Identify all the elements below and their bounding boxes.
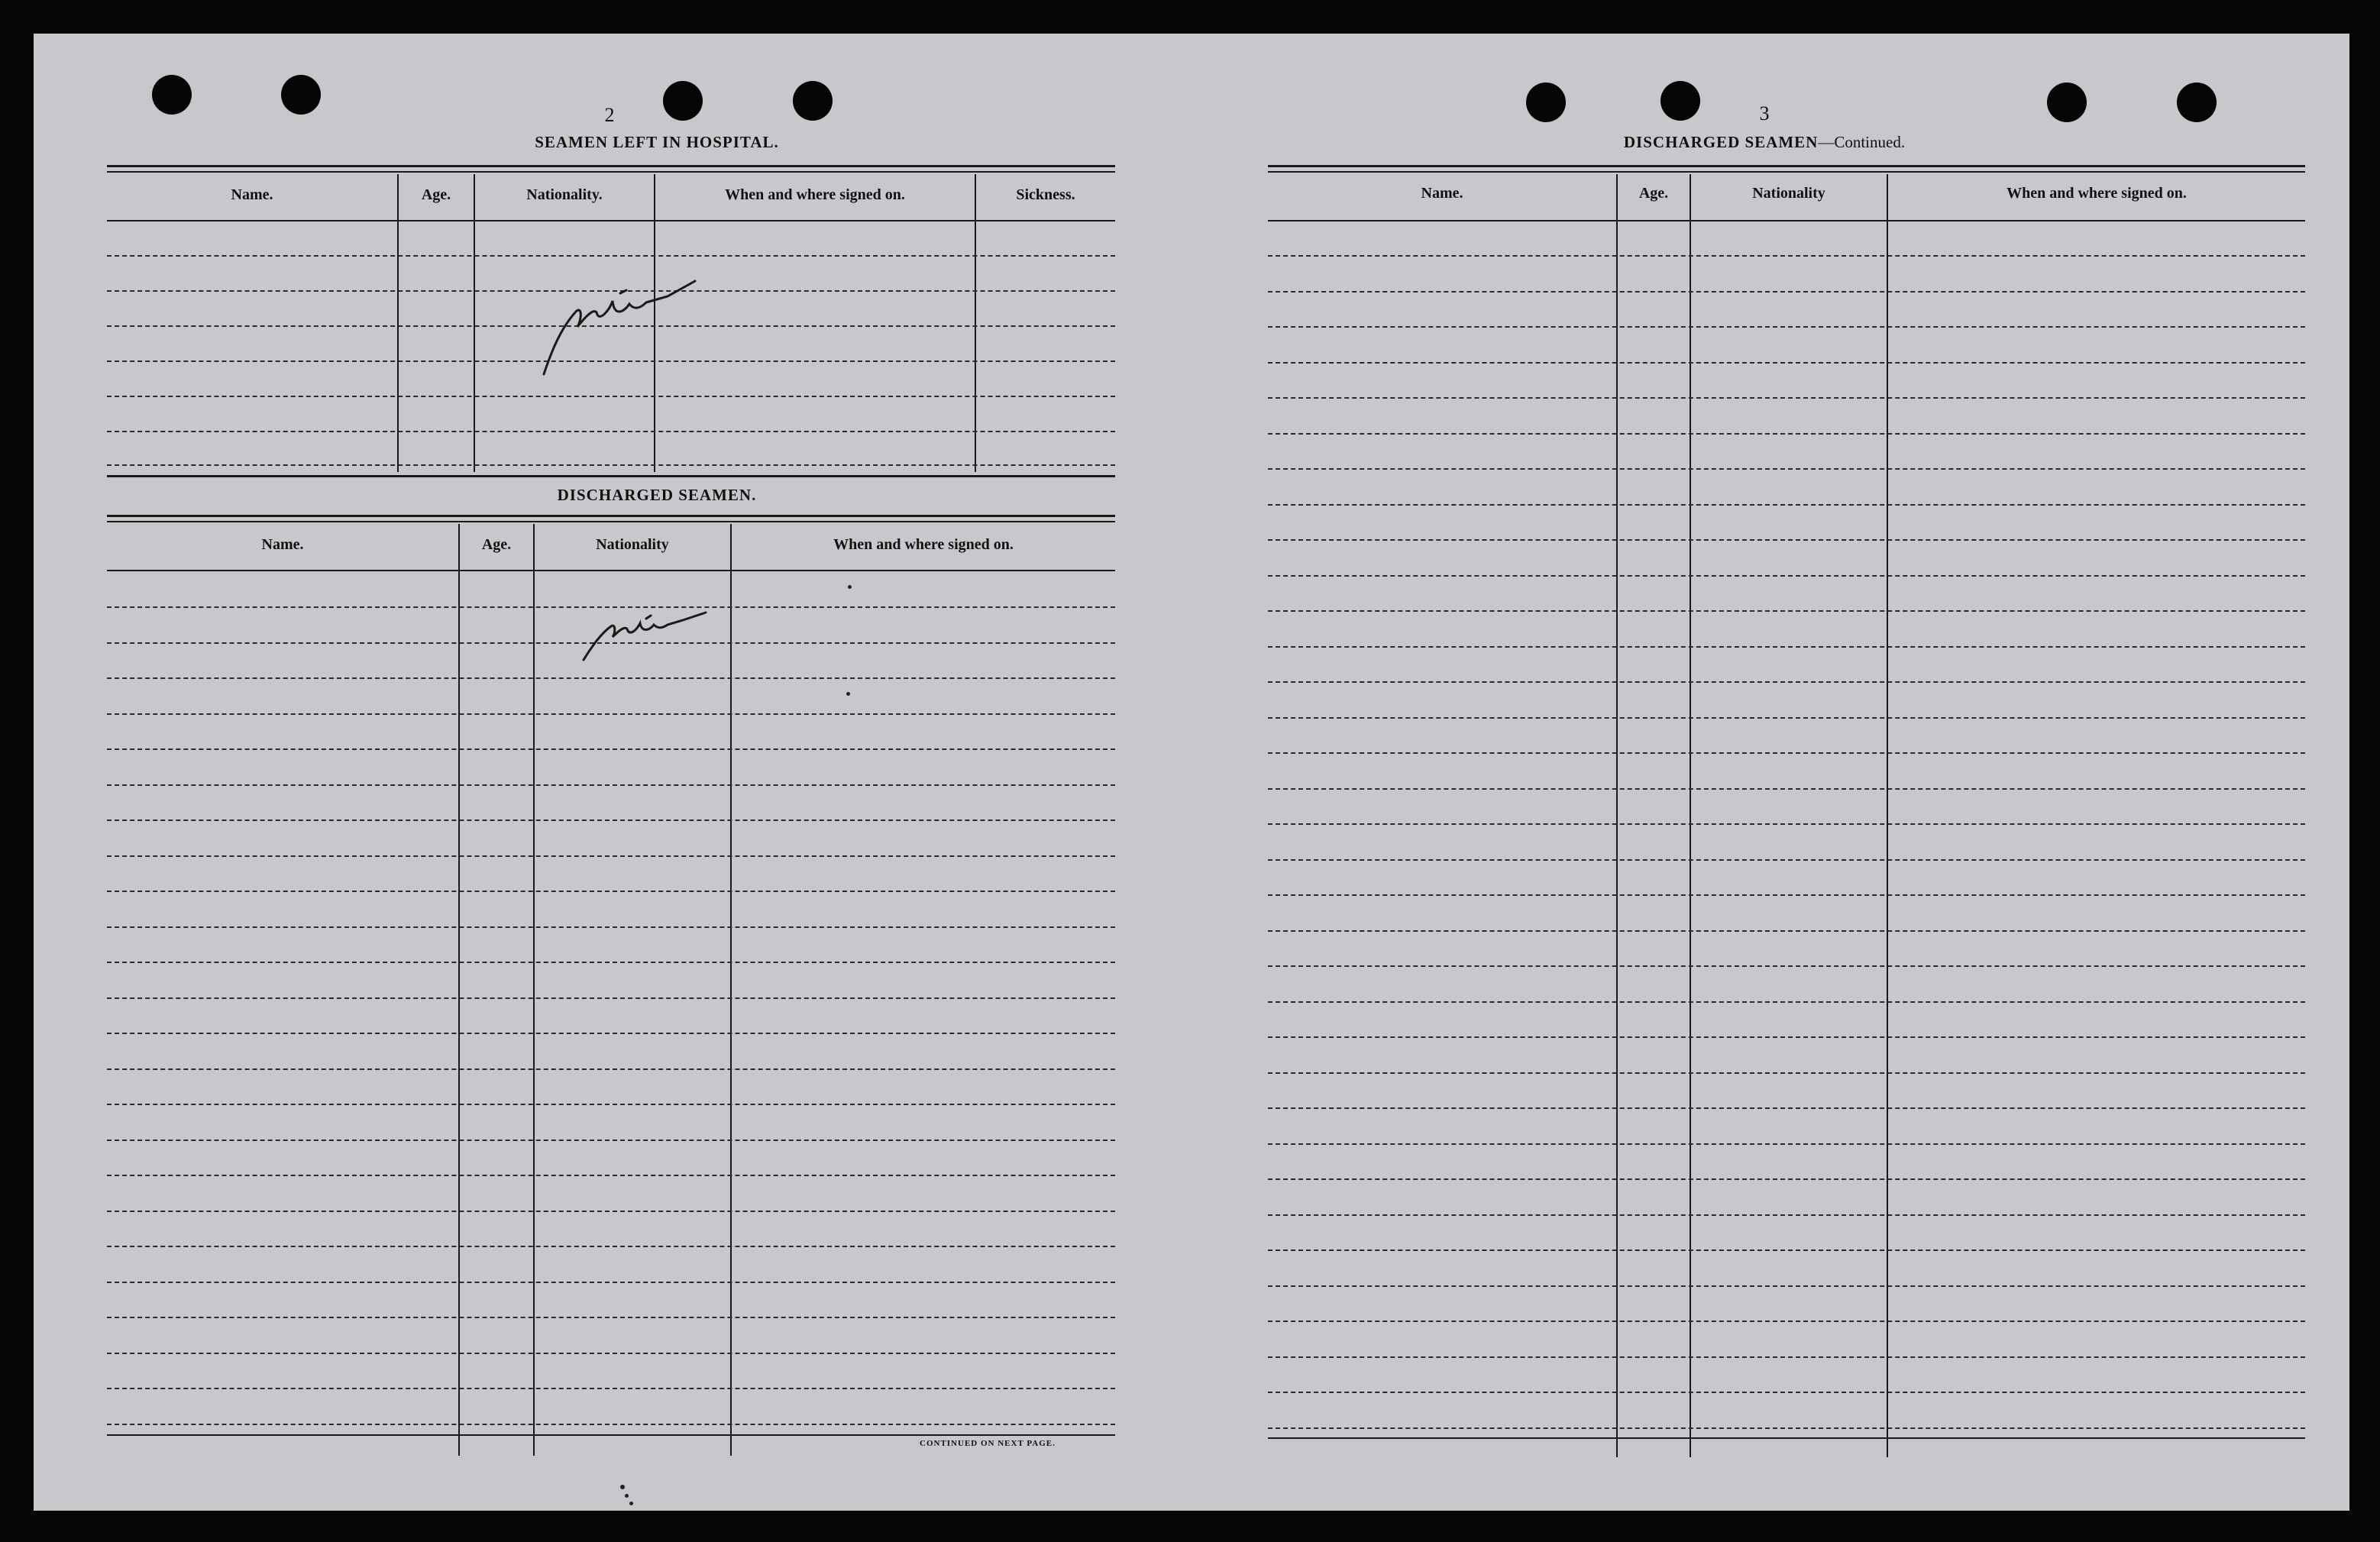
row-line [1268, 965, 2305, 967]
row-line [1268, 504, 2305, 506]
row-line [1268, 291, 2305, 293]
right-top-rule [1268, 165, 2305, 167]
row-line [1268, 610, 2305, 612]
hospital-row-line [107, 464, 1115, 466]
speck [620, 1485, 625, 1489]
hospital-col-nationality: Nationality. [526, 186, 603, 203]
right-top-rule-2 [1268, 171, 2305, 173]
right-col-signed-on: When and where signed on. [2007, 185, 2187, 202]
row-line [107, 855, 1115, 857]
row-line [1268, 575, 2305, 577]
bottom-rule [1268, 1437, 2305, 1439]
row-line [1268, 326, 2305, 328]
row-line [107, 926, 1115, 928]
row-line [107, 1246, 1115, 1247]
handwritten-mark [506, 237, 719, 382]
row-line [107, 1140, 1115, 1141]
hospital-col-name: Name. [231, 186, 273, 203]
hospital-bottom-rule [107, 475, 1115, 477]
row-line [107, 997, 1115, 999]
right-col-age: Age. [1638, 185, 1669, 202]
row-line [107, 962, 1115, 963]
row-line [107, 713, 1115, 715]
row-line [1268, 788, 2305, 790]
row-line [107, 748, 1115, 750]
row-line [1268, 1107, 2305, 1109]
hospital-col-signed-on: When and where signed on. [725, 186, 905, 203]
row-line [1268, 930, 2305, 932]
punch-hole [2177, 82, 2217, 122]
row-line [107, 819, 1115, 821]
hospital-row-line [107, 396, 1115, 397]
speck [846, 692, 850, 696]
punch-hole [281, 75, 321, 115]
row-line [107, 1317, 1115, 1318]
discharged-continued-title-suffix: —Continued. [1818, 133, 1906, 151]
hospital-divider [975, 174, 976, 472]
right-divider [1887, 174, 1888, 1457]
row-line [1268, 646, 2305, 648]
bottom-rule [107, 1434, 1115, 1436]
punch-hole [152, 75, 192, 115]
discharged-col-age: Age. [481, 536, 512, 553]
row-line [1268, 1072, 2305, 1074]
row-line [1268, 255, 2305, 257]
row-line [1268, 859, 2305, 861]
row-line [1268, 433, 2305, 435]
row-line [1268, 1321, 2305, 1322]
row-line [107, 1353, 1115, 1354]
row-line [1268, 468, 2305, 470]
hospital-title: SEAMEN LEFT IN HOSPITAL. [535, 133, 779, 151]
discharged-continued-title [1520, 133, 2009, 152]
row-line [1268, 823, 2305, 825]
right-col-name: Name. [1421, 185, 1463, 202]
row-line [107, 891, 1115, 892]
punch-hole [793, 81, 833, 121]
row-line [1268, 1214, 2305, 1216]
row-line [1268, 1427, 2305, 1429]
row-line [107, 1068, 1115, 1070]
handwritten-mark [561, 587, 736, 671]
row-line [107, 1104, 1115, 1105]
punch-hole [1661, 81, 1700, 121]
row-line [107, 1211, 1115, 1212]
hospital-divider [474, 174, 475, 472]
speck [848, 585, 852, 589]
row-line [107, 1424, 1115, 1425]
document-sheet [34, 34, 2349, 1511]
row-line [1268, 1356, 2305, 1358]
page-number-left: 2 [604, 104, 615, 126]
row-line [1268, 1285, 2305, 1287]
continued-note: CONTINUED ON NEXT PAGE. [920, 1439, 1056, 1448]
row-line [1268, 539, 2305, 541]
discharged-header-rule [107, 570, 1115, 571]
row-line [1268, 717, 2305, 719]
row-line [1268, 1178, 2305, 1180]
punch-hole [663, 81, 703, 121]
row-line [1268, 752, 2305, 754]
speck [629, 1502, 633, 1505]
discharged-col-nationality: Nationality [596, 536, 669, 553]
hospital-col-sickness: Sickness. [1016, 186, 1075, 203]
row-line [1268, 362, 2305, 364]
row-line [1268, 1392, 2305, 1393]
row-line [107, 784, 1115, 786]
row-line [107, 1388, 1115, 1389]
hospital-top-rule-2 [107, 171, 1115, 173]
right-header-rule [1268, 220, 2305, 221]
row-line [1268, 681, 2305, 683]
right-divider [1616, 174, 1618, 1457]
discharged-col-signed-on: When and where signed on. [833, 536, 1014, 553]
hospital-row-line [107, 431, 1115, 432]
discharged-col-name: Name. [261, 536, 304, 553]
discharged-top-rule [107, 515, 1115, 517]
row-line [1268, 1249, 2305, 1251]
page-number-right: 3 [1759, 102, 1770, 124]
row-line [1268, 1036, 2305, 1038]
discharged-title: DISCHARGED SEAMEN. [557, 486, 757, 504]
speck [625, 1494, 629, 1498]
row-line [107, 1282, 1115, 1283]
row-line [1268, 1143, 2305, 1145]
hospital-header-rule [107, 220, 1115, 221]
right-divider [1690, 174, 1691, 1457]
hospital-divider [397, 174, 399, 472]
punch-hole [1526, 82, 1566, 122]
right-col-nationality: Nationality [1752, 185, 1825, 202]
hospital-col-age: Age. [421, 186, 451, 203]
row-line [107, 1033, 1115, 1034]
hospital-top-rule [107, 165, 1115, 167]
discharged-divider [458, 524, 460, 1456]
discharged-top-rule-2 [107, 521, 1115, 522]
row-line [107, 1175, 1115, 1176]
row-line [107, 677, 1115, 679]
row-line [1268, 397, 2305, 399]
row-line [1268, 894, 2305, 896]
punch-hole [2047, 82, 2087, 122]
discharged-divider [533, 524, 535, 1456]
row-line [1268, 1001, 2305, 1003]
discharged-continued-title-main: DISCHARGED SEAMEN [1623, 133, 1819, 151]
